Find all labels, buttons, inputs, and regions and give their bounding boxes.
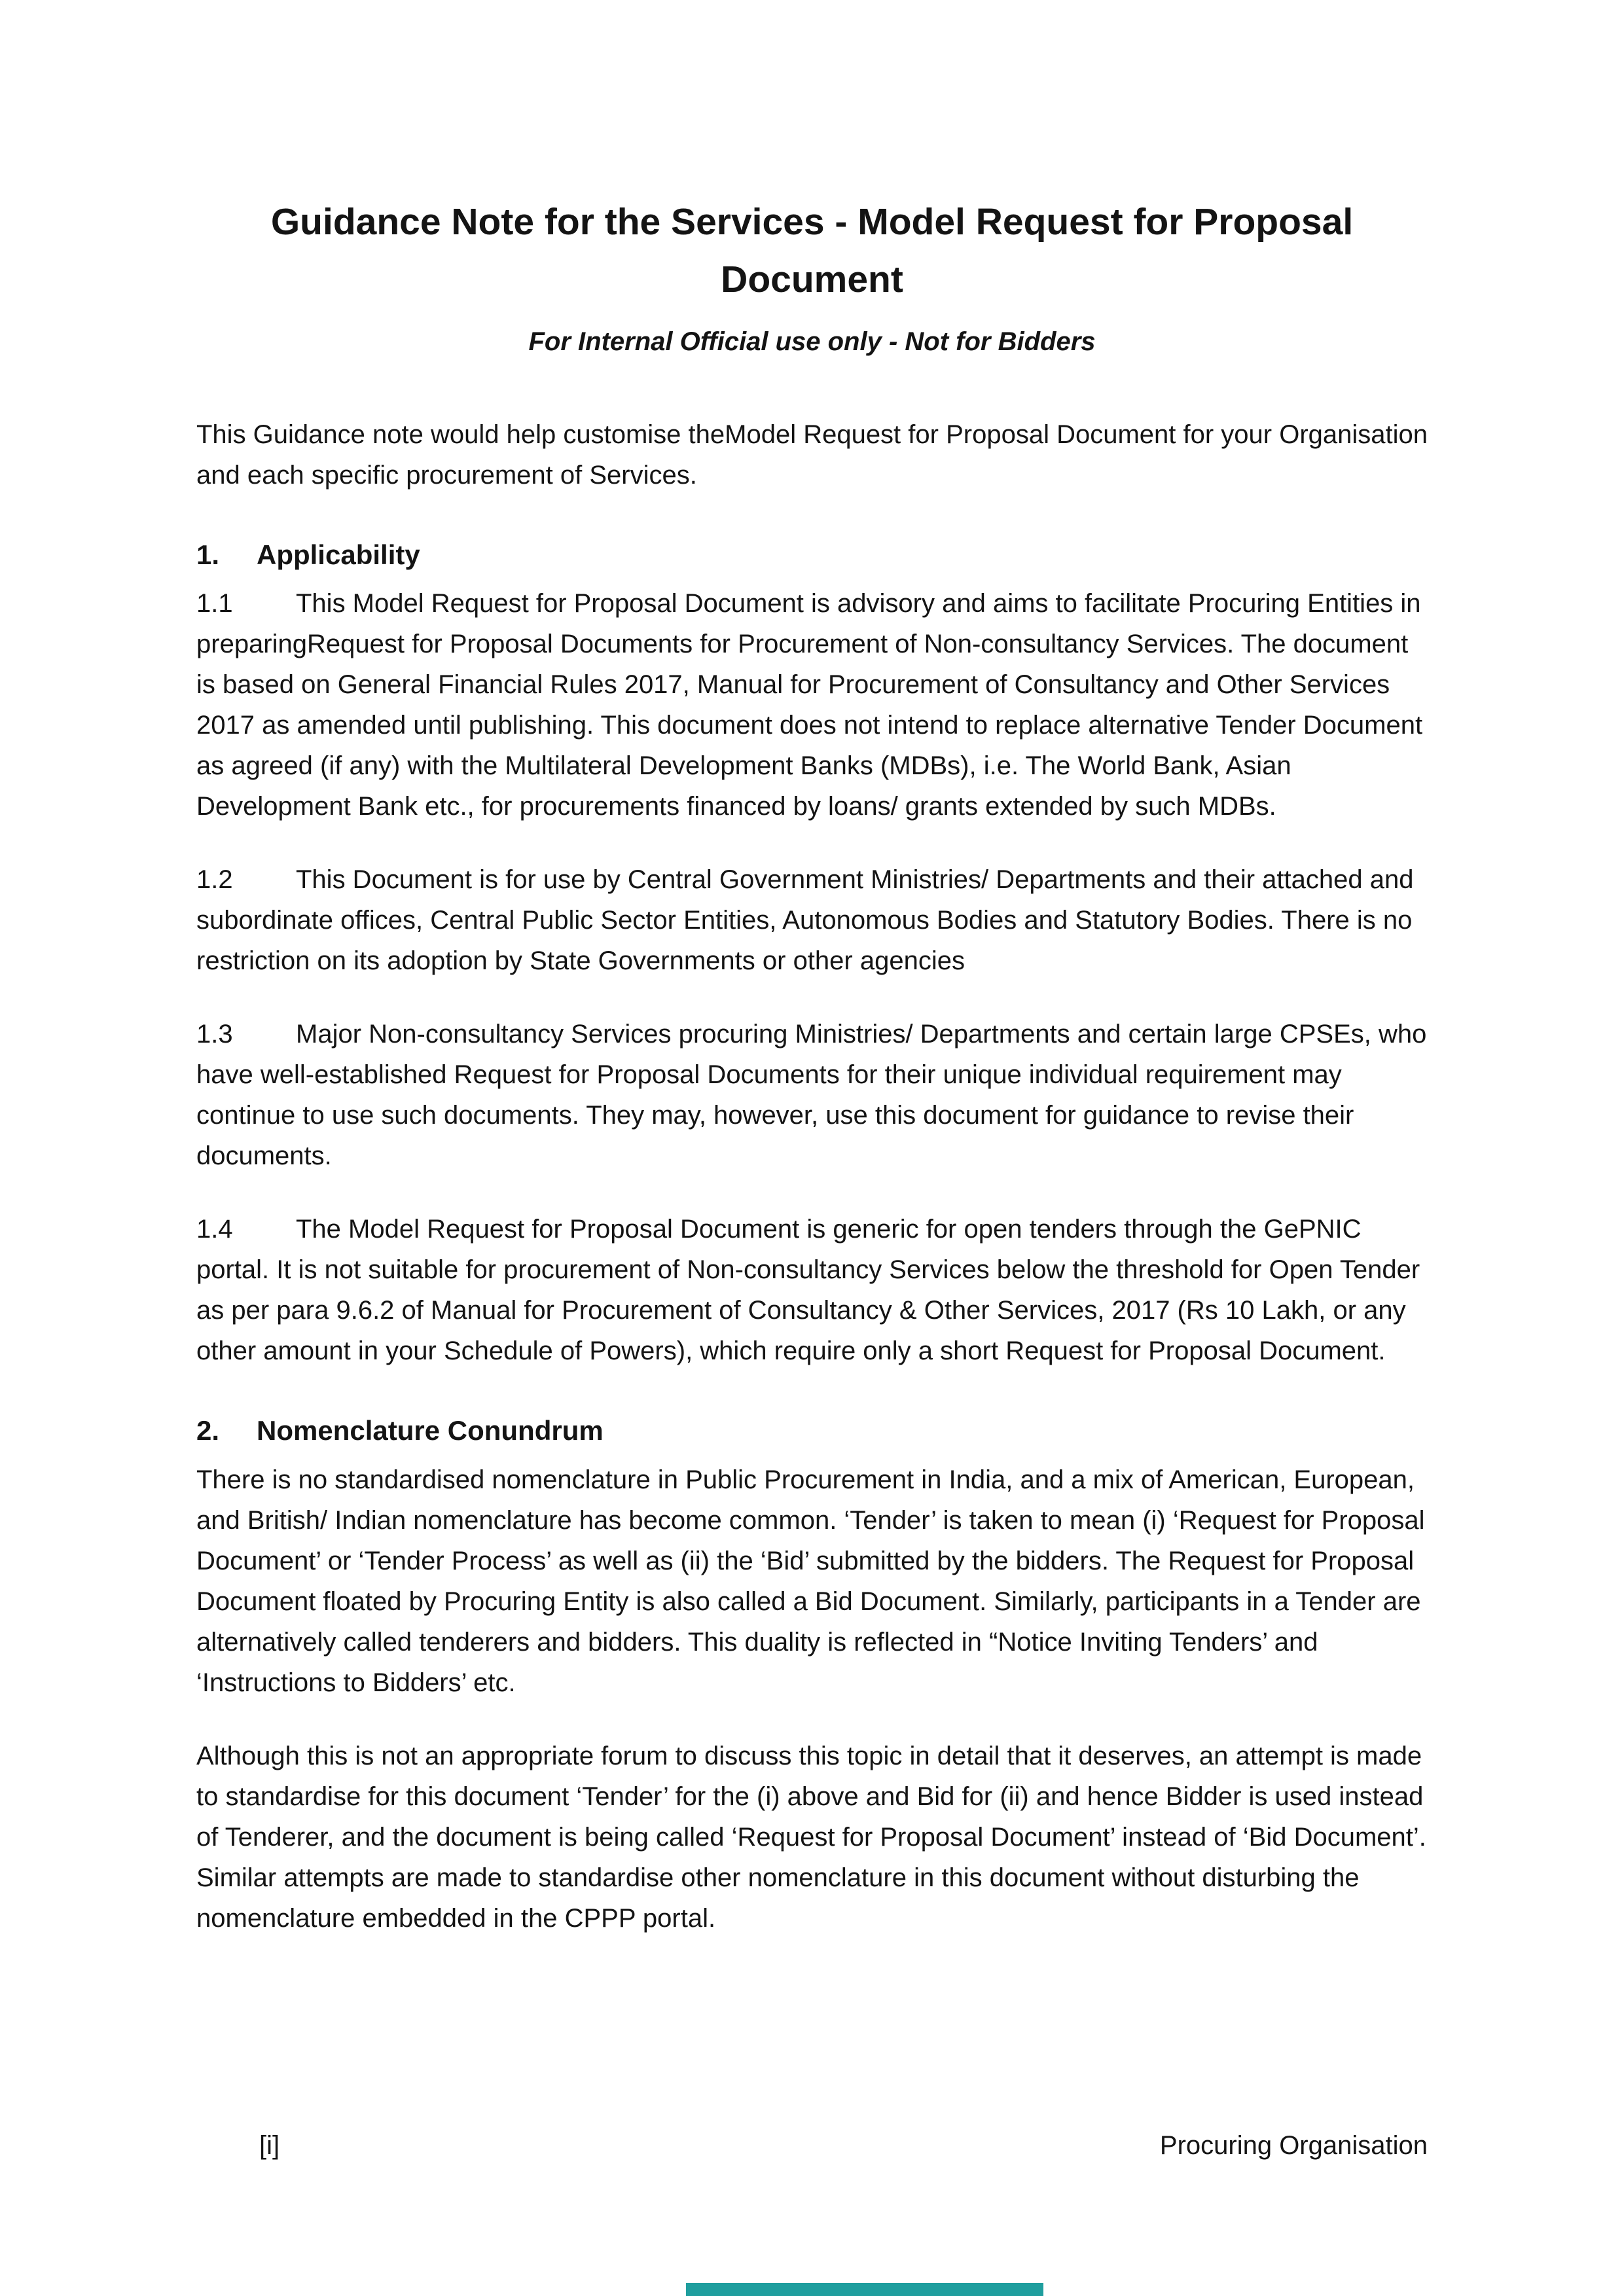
paragraph-1-4: [196, 1209, 1428, 1371]
section-1-heading: [196, 536, 1428, 575]
footer-page-marker: [i]: [259, 2131, 280, 2160]
section-2-heading-label: Nomenclature Conundrum: [257, 1415, 604, 1446]
section-2-number: 2.: [196, 1415, 220, 1446]
document-content: [196, 193, 1428, 1971]
paragraph-1-3-number: 1.3: [196, 1020, 233, 1049]
paragraph-2-2: Although this is not an appropriate forum to discuss this topic in detail that it deserves, an attempt is made to standardise for this document ‘Tender’ for the (i) above and Bid for (ii) and hence Bidder is used instead of Tenderer, and the document is being called ‘Request for Proposal Document’ instead of ‘Bid Document’. Similar attempts are made to standardise other nomenclature in this document without disturbing the nomenclature embedded in the CPPP portal.: [196, 1742, 1426, 1933]
paragraph-2-1: There is no standardised nomenclature in Public Procurement in India, and a mix of American, European, and British/ Indian nomenclature has become common. ‘Tender’ is taken to mean (i) ‘Request for Proposal Document’ or ‘Tender Process’ as well as (ii) the ‘Bid’ submitted by the bidders. The Request for Proposal Document floated by Procuring Entity is also called a Bid Document. Similarly, participants in a Tender are alternatively called tenderers and bidders. This duality is reflected in “Notice Inviting Tenders’ and ‘Instructions to Bidders’ etc.: [196, 1465, 1425, 1698]
document-title: Guidance Note for the Services - Model Request for Proposal Document: [270, 201, 1354, 301]
paragraph-1-2: [196, 859, 1428, 981]
paragraph-1-4-text: The Model Request for Proposal Document is generic for open tenders through the GePNIC portal. It is not suitable for procurement of Non-consultancy Services below the threshold for Open Tender as per para 9.6.2 of Manual for Procurement of Consultancy & Other Services, 2017 (Rs 10 Lakh, or any other amount in your Schedule of Powers), which require only a short Request for Proposal Document.: [196, 1215, 1420, 1366]
intro-paragraph: This Guidance note would help customise theModel Request for Proposal Document for your Organisation and each specific procurement of Services.: [196, 420, 1428, 490]
page-footer: [196, 2128, 1428, 2162]
section-2-heading: [196, 1412, 1428, 1450]
section-1-number: 1.: [196, 539, 220, 570]
page-bottom-accent-bar: [686, 2283, 1043, 2296]
paragraph-1-3: [196, 1014, 1428, 1176]
document-subtitle: For Internal Official use only - Not for Bidders: [528, 327, 1096, 356]
paragraph-1-2-number: 1.2: [196, 865, 233, 895]
paragraph-1-2-text: This Document is for use by Central Government Ministries/ Departments and their attached and subordinate offices, Central Public Sector Entities, Autonomous Bodies and Statutory Bodies. There is no restriction on its adoption by State Governments or other agencies: [196, 865, 1414, 976]
paragraph-1-1-number: 1.1: [196, 589, 233, 619]
paragraph-1-4-number: 1.4: [196, 1215, 233, 1244]
paragraph-1-3-text: Major Non-consultancy Services procuring Ministries/ Departments and certain large CPSEs, who have well-established Request for Proposal Documents for their unique individual requirement may continue to use such documents. They may, however, use this document for guidance to revise their documents.: [196, 1020, 1427, 1171]
section-1-heading-label: Applicability: [257, 539, 420, 570]
footer-organisation-label: Procuring Organisation: [1159, 2131, 1428, 2160]
paragraph-1-1: [196, 583, 1428, 827]
paragraph-1-1-text: This Model Request for Proposal Document is advisory and aims to facilitate Procuring Entities in preparingRequest for Proposal Documents for Procurement of Non-consultancy Services. The document is based on General Financial Rules 2017, Manual for Procurement of Consultancy and Other Services 2017 as amended until publishing. This document does not intend to replace alternative Tender Document as agreed (if any) with the Multilateral Development Banks (MDBs), i.e. The World Bank, Asian Development Bank etc., for procurements financed by loans/ grants extended by such MDBs.: [196, 589, 1423, 821]
